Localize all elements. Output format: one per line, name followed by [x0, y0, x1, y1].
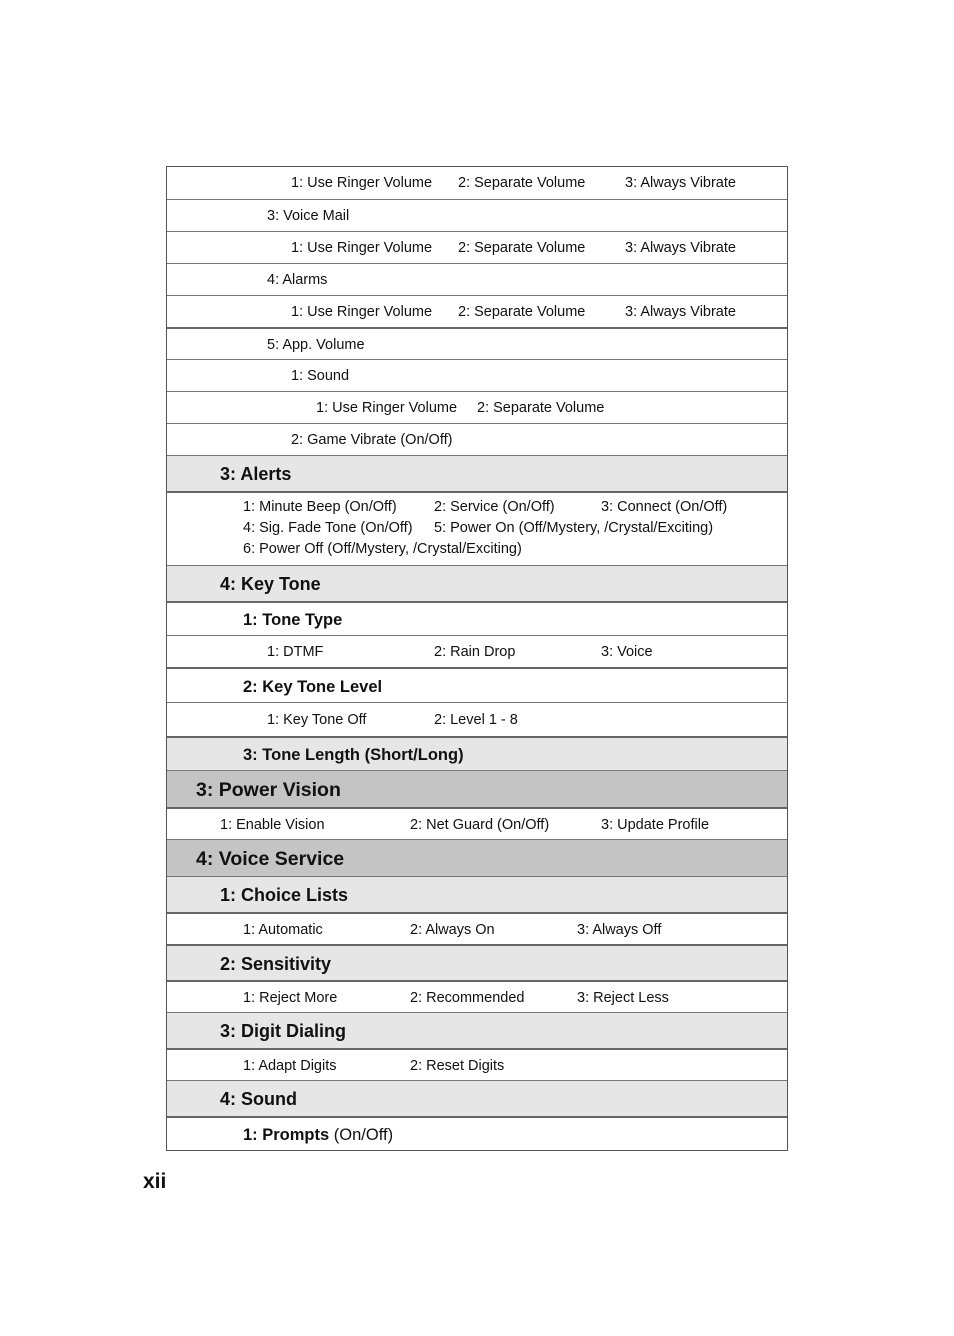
menu-row — [167, 980, 787, 1012]
menu-row — [167, 912, 787, 944]
menu-row — [167, 167, 787, 199]
menu-label: 1: Automatic — [243, 922, 323, 938]
menu-heading — [220, 1020, 346, 1042]
menu-row — [167, 1012, 787, 1048]
menu-heading — [243, 677, 382, 697]
menu-label: 2: Net Guard (On/Off) — [410, 817, 550, 833]
menu-row — [167, 601, 787, 635]
menu-label: 1: Key Tone Off — [267, 712, 367, 728]
menu-label: 2: Game Vibrate (On/Off) — [291, 432, 453, 448]
menu-label: 1: Reject More — [243, 990, 338, 1006]
menu-row — [167, 635, 787, 667]
menu-heading — [220, 953, 331, 975]
menu-option — [291, 174, 432, 192]
menu-option — [291, 303, 432, 321]
menu-label: 3: Alerts — [220, 464, 292, 484]
menu-label: 2: Level 1 - 8 — [434, 712, 518, 728]
menu-row — [167, 565, 787, 601]
menu-option — [434, 519, 713, 537]
menu-row — [167, 423, 787, 455]
menu-label: 1: Enable Vision — [220, 817, 325, 833]
menu-option — [601, 816, 709, 834]
menu-row — [167, 359, 787, 391]
menu-label: 4: Alarms — [267, 272, 328, 288]
menu-option — [625, 303, 736, 321]
menu-label: 1: Minute Beep (On/Off) — [243, 499, 397, 515]
menu-label: 3: Always Vibrate — [625, 175, 736, 191]
menu-label: 2: Separate Volume — [458, 240, 586, 256]
menu-row — [167, 295, 787, 327]
menu-heading — [243, 1125, 393, 1145]
menu-heading — [220, 1088, 297, 1110]
menu-label: 2: Reset Digits — [410, 1058, 505, 1074]
menu-label: 1: Tone Type — [243, 611, 343, 629]
menu-label: 2: Rain Drop — [434, 644, 516, 660]
menu-label: 3: Always Vibrate — [625, 240, 736, 256]
menu-option — [267, 336, 365, 354]
menu-heading — [220, 463, 291, 485]
menu-label: 3: Voice — [601, 644, 653, 660]
menu-label: 1: Use Ringer Volume — [291, 175, 433, 191]
menu-label: 1: DTMF — [267, 644, 324, 660]
menu-option — [291, 431, 452, 449]
menu-option — [601, 498, 727, 516]
menu-row — [167, 667, 787, 702]
menu-row — [167, 736, 787, 770]
menu-label: 4: Key Tone — [220, 574, 321, 594]
menu-option — [434, 643, 515, 661]
menu-label: 2: Always On — [410, 922, 495, 938]
menu-heading — [196, 847, 344, 871]
menu-option — [625, 174, 736, 192]
menu-option — [243, 989, 337, 1007]
menu-option — [434, 711, 518, 729]
menu-label-suffix: (On/Off) — [329, 1126, 394, 1144]
menu-option — [410, 989, 524, 1007]
menu-label: 2: Separate Volume — [458, 175, 586, 191]
page-number: xii — [143, 1170, 167, 1193]
menu-label: 6: Power Off (Off/Mystery, /Crystal/Exciting) — [243, 541, 522, 557]
menu-label: 3: Connect (On/Off) — [601, 499, 728, 515]
menu-label: 1: Use Ringer Volume — [291, 240, 433, 256]
menu-option — [243, 540, 522, 558]
menu-row — [167, 263, 787, 295]
menu-label: 1: Prompts — [243, 1126, 330, 1144]
menu-label: 2: Recommended — [410, 990, 525, 1006]
menu-row — [167, 1048, 787, 1080]
menu-option — [267, 271, 327, 289]
menu-option — [577, 921, 661, 939]
menu-row — [167, 770, 787, 807]
menu-row — [167, 391, 787, 423]
menu-label: 4: Sig. Fade Tone (On/Off) — [243, 520, 413, 536]
menu-label: 4: Voice Service — [196, 848, 345, 870]
menu-label: 1: Sound — [291, 368, 350, 384]
menu-option — [243, 921, 323, 939]
menu-label: 1: Use Ringer Volume — [316, 400, 458, 416]
menu-option — [477, 399, 604, 417]
menu-row — [167, 327, 787, 359]
menu-heading — [243, 745, 464, 765]
menu-label: 5: Power On (Off/Mystery, /Crystal/Exciting) — [434, 520, 714, 536]
menu-label: 3: Reject Less — [577, 990, 669, 1006]
menu-label: 2: Sensitivity — [220, 954, 332, 974]
menu-option — [577, 989, 669, 1007]
menu-option — [625, 239, 736, 257]
menu-option — [220, 816, 325, 834]
menu-label: 3: Power Vision — [196, 779, 341, 801]
menu-option — [434, 498, 555, 516]
menu-label: 3: Tone Length (Short/Long) — [243, 746, 464, 764]
menu-option — [410, 816, 549, 834]
menu-heading — [196, 778, 341, 802]
menu-option — [267, 711, 366, 729]
menu-option — [291, 367, 349, 385]
menu-option — [601, 643, 653, 661]
menu-row — [167, 491, 787, 565]
menu-option — [458, 303, 585, 321]
menu-row — [167, 876, 787, 912]
menu-label: 2: Key Tone Level — [243, 678, 383, 696]
menu-label: 3: Voice Mail — [267, 208, 350, 224]
menu-label: 2: Separate Volume — [477, 400, 605, 416]
menu-option — [458, 174, 585, 192]
menu-option — [410, 1057, 504, 1075]
menu-label: 3: Always Vibrate — [625, 304, 736, 320]
menu-option — [291, 239, 432, 257]
menu-option — [410, 921, 495, 939]
menu-option — [316, 399, 457, 417]
menu-label: 3: Digit Dialing — [220, 1021, 346, 1041]
menu-label: 2: Service (On/Off) — [434, 499, 555, 515]
menu-option — [458, 239, 585, 257]
menu-heading — [220, 884, 348, 906]
menu-row — [167, 455, 787, 491]
menu-row — [167, 231, 787, 263]
menu-row — [167, 807, 787, 839]
menu-row — [167, 1116, 787, 1150]
menu-label: 1: Adapt Digits — [243, 1058, 337, 1074]
menu-label: 3: Always Off — [577, 922, 662, 938]
menu-row — [167, 702, 787, 736]
menu-option — [243, 498, 397, 516]
menu-label: 4: Sound — [220, 1089, 297, 1109]
menu-label: 3: Update Profile — [601, 817, 710, 833]
menu-row — [167, 839, 787, 876]
menu-label: 2: Separate Volume — [458, 304, 586, 320]
menu-option — [243, 1057, 337, 1075]
menu-option — [267, 207, 349, 225]
menu-row — [167, 199, 787, 231]
menu-label: 5: App. Volume — [267, 337, 365, 353]
menu-table — [166, 166, 788, 1151]
menu-row — [167, 944, 787, 980]
menu-row — [167, 1080, 787, 1116]
menu-heading — [243, 610, 342, 630]
menu-option — [267, 643, 323, 661]
menu-label: 1: Use Ringer Volume — [291, 304, 433, 320]
menu-heading — [220, 573, 321, 595]
menu-label: 1: Choice Lists — [220, 885, 349, 905]
menu-option — [243, 519, 413, 537]
